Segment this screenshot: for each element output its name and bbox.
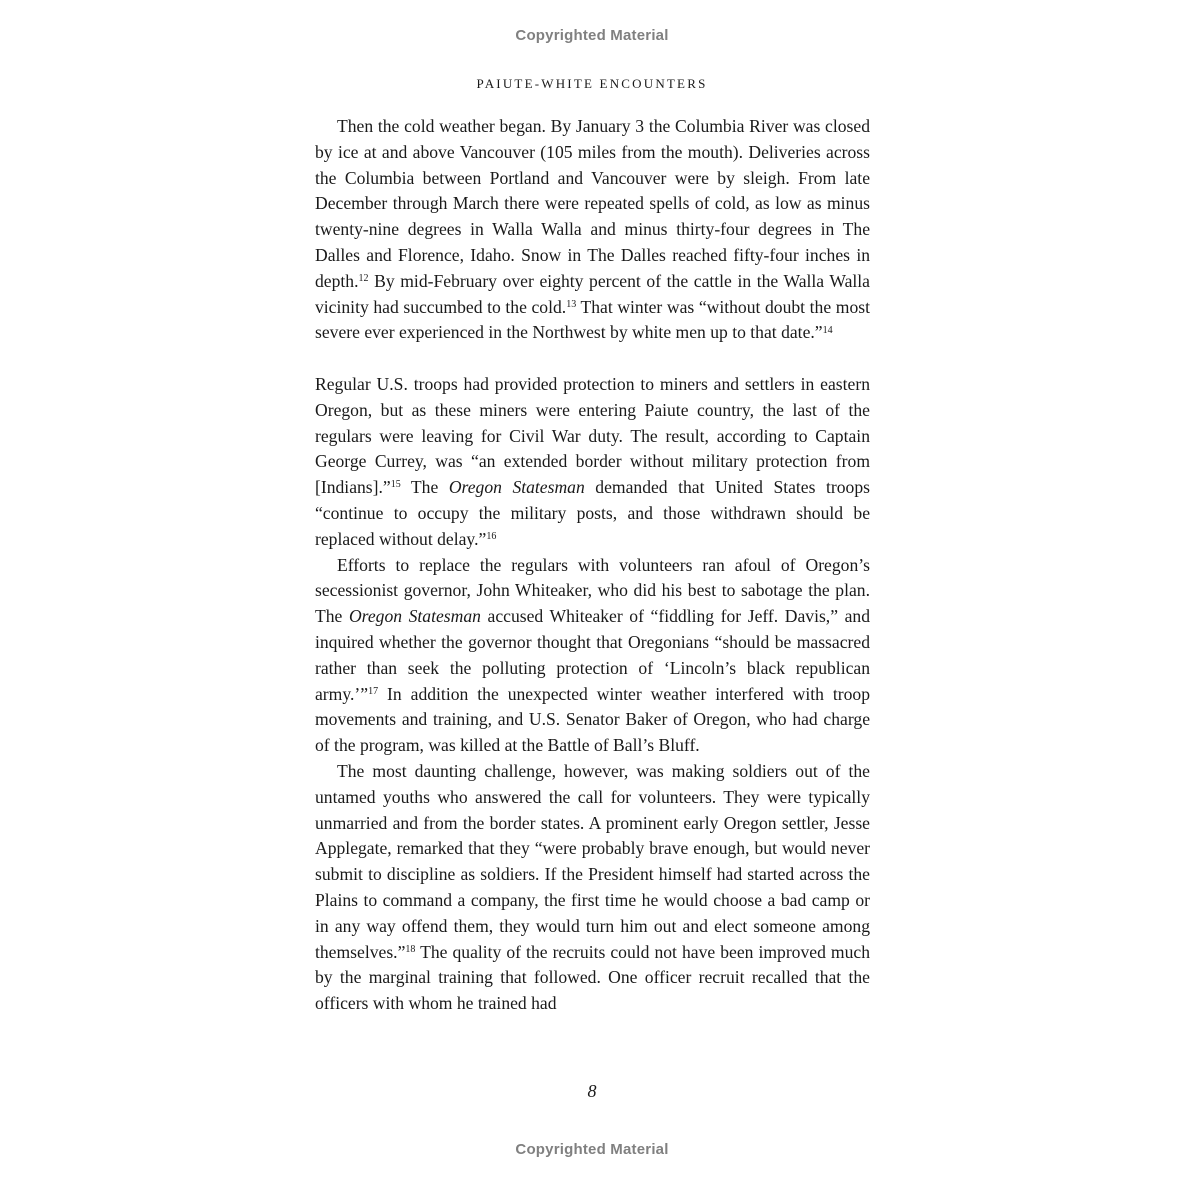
footnote-ref-16: 16 — [486, 530, 497, 542]
paragraph-1-text-3: That winter was “without doubt the most severe ever experienced in the Northwest by white men up to that date.” — [315, 296, 870, 343]
footnote-ref-13: 13 — [566, 298, 577, 310]
paragraph-1 — [315, 114, 870, 346]
publication-title: Oregon Statesman — [348, 606, 481, 627]
paragraph-4-text-2: The quality of the recruits could not have been improved much by the marginal training that followed. One officer recruit recalled that the officers with whom he trained had — [315, 941, 870, 1014]
copyright-watermark-bottom: Copyrighted Material — [515, 1141, 669, 1158]
paragraph-2 — [315, 372, 870, 553]
paragraph-2-text-3: demanded that United States troops “continue to occupy the military posts, and those withdrawn should be replaced without delay.” — [315, 477, 870, 549]
paragraph-3-text-2: accused Whiteaker of “fiddling for Jeff. Davis,” and inquired whether the governor thought that Oregonians “should be massacred rather than seek the polluting protection of ‘Lincoln’s black republican army.’” — [315, 606, 870, 704]
paragraph-1-text-1: Then the cold weather began. By January 3 the Columbia River was closed by ice at and above Vancouver (105 miles from the mouth). Deliveries across the Columbia between Portland and Vancouver were by sleigh. From late December through March there were repeated spells of cold, as low as minus twenty-nine degrees in Walla Walla and minus thirty-four degrees in The Dalles and Florence, Idaho. Snow in The Dalles reached fifty-four inches in depth. — [315, 116, 870, 291]
footnote-ref-15: 15 — [390, 479, 401, 491]
running-head: PAIUTE-WHITE ENCOUNTERS — [476, 76, 708, 91]
publication-title: Oregon Statesman — [448, 477, 585, 498]
footnote-ref-17: 17 — [368, 685, 379, 697]
copyright-watermark-top: Copyrighted Material — [515, 27, 669, 44]
footnote-ref-12: 12 — [358, 272, 369, 284]
paragraph-4 — [315, 759, 870, 1017]
footnote-ref-14: 14 — [822, 324, 833, 336]
body-text — [315, 114, 870, 1017]
paragraph-2-text-2: The — [400, 477, 449, 498]
paragraph-2-text-1: Regular U.S. troops had provided protection to miners and settlers in eastern Oregon, but as these miners were entering Paiute country, the last of the regulars were leaving for Civil War duty. The result, according to Captain George Currey, was “an extended border without military protection from [Indians].” — [315, 373, 870, 498]
paragraph-3 — [315, 553, 870, 759]
page-number: 8 — [587, 1081, 597, 1101]
footnote-ref-18: 18 — [405, 943, 416, 955]
paragraph-3-text-1: Efforts to replace the regulars with volunteers ran afoul of Oregon’s secessionist governor, John Whiteaker, who did his best to sabotage the plan. The — [315, 554, 870, 627]
paragraph-1-text-2: By mid-February over eighty percent of the cattle in the Walla Walla vicinity had succumbed to the cold. — [315, 270, 870, 317]
paragraph-4-text-1: The most daunting challenge, however, was making soldiers out of the untamed youths who answered the call for volunteers. They were typically unmarried and from the border states. A prominent early Oregon settler, Jesse Applegate, remarked that they “were probably brave enough, but would never submit to discipline as soldiers. If the President himself had started across the Plains to command a company, the first time he would choose a bad camp or in any way offend them, they would turn him out and elect someone among themselves.” — [315, 760, 870, 962]
paragraph-3-text-3: In addition the unexpected winter weather interfered with troop movements and training, and U.S. Senator Baker of Oregon, who had charge of the program, was killed at the Battle of Ball’s Bluff. — [315, 683, 870, 756]
